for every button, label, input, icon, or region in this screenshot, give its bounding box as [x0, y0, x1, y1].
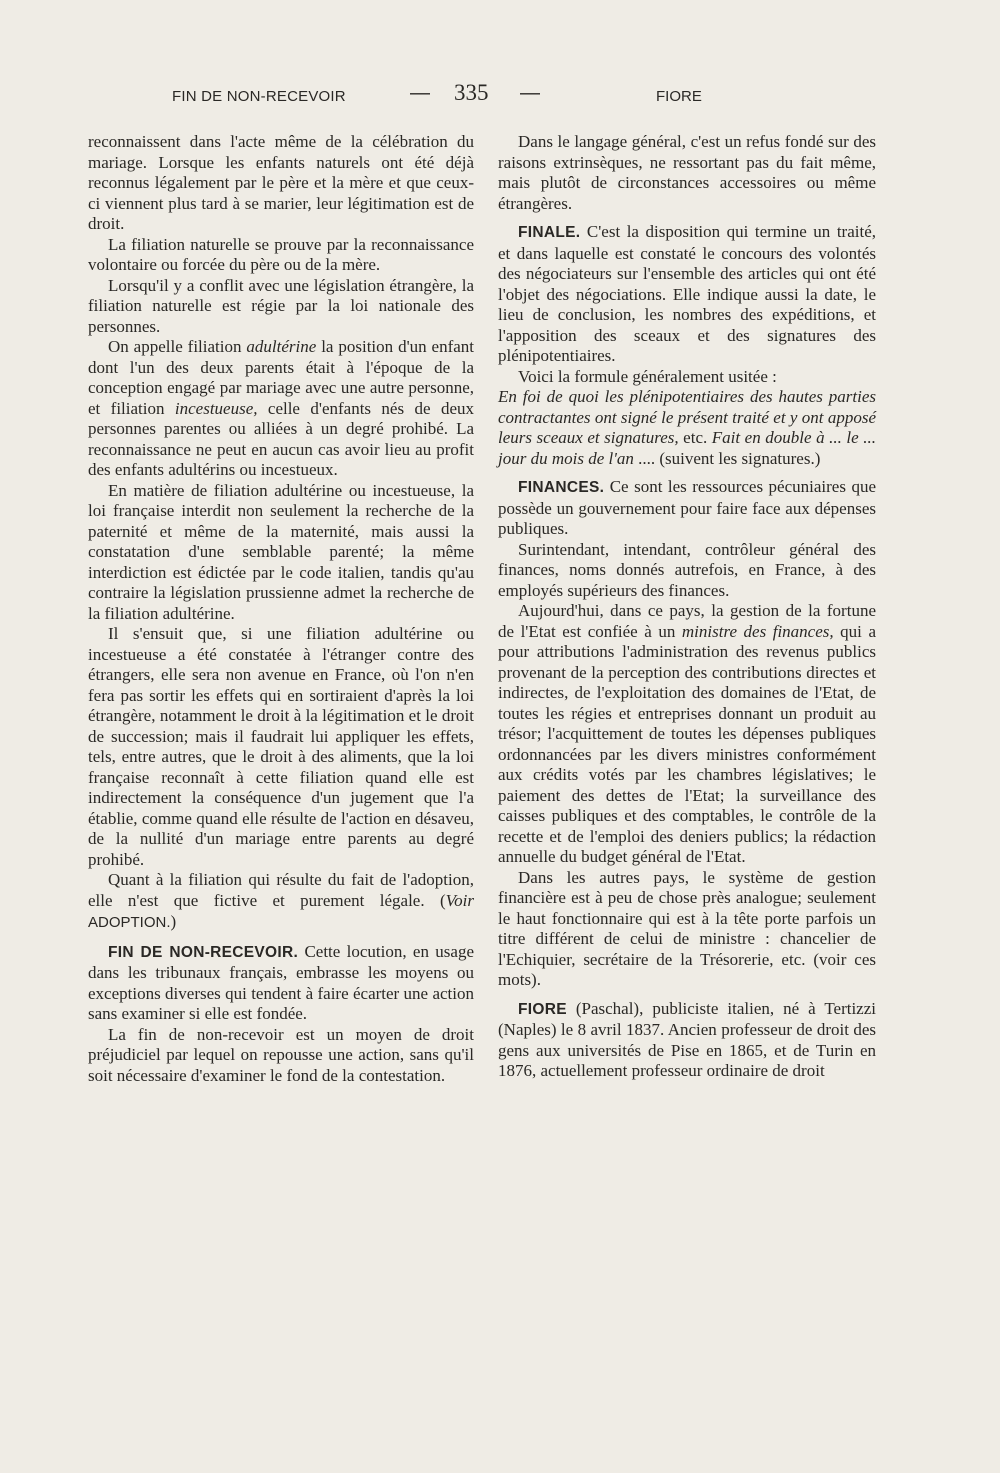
running-header	[172, 78, 712, 108]
paragraph	[88, 337, 474, 481]
entry-text: Ce sont les ressources pécuniaires que possède un gouvernement pour faire face aux dépenses publiques.	[498, 477, 876, 538]
paragraph: reconnaissent dans l'acte même de la célébration du mariage. Lorsque les enfants naturels ont été déjà reconnus légalement par le père et la mère et que ceux-ci viennent plus tard à se marier, leur légitimation est de droit.	[88, 132, 474, 233]
paragraph: Il s'ensuit que, si une filiation adultérine ou incestueuse a été constatée à l'étranger contre des étrangers, elle sera non avenue en France, où l'on n'en fera pas sortir les effets qui en sortiraient d'après la loi étrangère, notamment le droit à la légitimation et le droit de succession; mais il faudrait lui appliquer les effets, tels, entre autres, que le droit à des aliments, que la loi française reconnaît à cette filiation quand elle est indirectement la conséquence d'un jugement que l'a établie, comme quand elle résulte de l'action en désaveu, de la nullité d'un mariage entre parents au degré prohibé.	[88, 624, 474, 869]
text-run: celle d'enfants nés de deux personnes parentes ou alliées à un degré prohibé. La reconnaissance ne peut en aucun cas avoir lieu au profit des enfants adultérins ou incestueux.	[88, 398, 474, 479]
italic-term: incestueuse,	[174, 398, 258, 418]
paragraph: Dans les autres pays, le système de gestion financière est à peu de chose près analogue; seulement le haut fonctionnaire qui est à la tête porte parfois un titre différent de celui de ministre : chancelier de l'Echiquier, secrétaire de la Trésorerie, etc. (voir ces mots).	[498, 867, 876, 989]
text-run: qui a pour attributions l'administration des revenus publics provenant de la perception des contributions directes et indirectes, de l'exploitation des domaines de l'Etat, de toutes les régies et entreprises donnant un produit au trésor; l'acquittement de toutes les dépenses publiques ordonnancées par les divers ministres conformément aux crédits votés par les chambres législatives; le paiement des dettes de l'Etat; la surveillance des caisses publiques et des comptables, le contrôle de la recette et de l'emploi des deniers publics; la rédaction annuelle du budget général de l'Etat.	[498, 621, 876, 866]
text-run: Quant à la filiation qui résulte du fait de l'adoption, elle n'est que fictive et purement légale. (	[88, 870, 474, 910]
text-run: .... (suivent les signatures.)	[633, 448, 821, 468]
paragraph: Dans le langage général, c'est un refus fondé sur des raisons extrinsèques, ne ressortant pas du fait même, mais plutôt de circonstances accessoires ou même étrangères.	[498, 132, 876, 213]
dictionary-entry	[88, 942, 474, 1025]
paragraph: Lorsqu'il y a conflit avec une législation étrangère, la filiation naturelle est régie par la loi nationale des personnes.	[88, 275, 474, 336]
page-number: 335	[454, 80, 489, 105]
formula-paragraph	[498, 387, 876, 469]
dictionary-entry	[498, 999, 876, 1082]
header-dash: —	[520, 82, 540, 104]
entry-headword: FINALE.	[518, 224, 581, 241]
cross-reference: ADOPTION.	[88, 914, 171, 931]
italic-term: ministre des finances,	[681, 621, 834, 641]
right-column	[498, 132, 876, 1082]
left-column	[88, 132, 474, 1086]
italic-formula: En foi de quoi les plénipotentiaires des hautes parties contractantes ont signé le présent traité et y ont apposé leurs sceaux et signatures,	[498, 387, 876, 447]
paragraph	[88, 870, 474, 934]
text-run: Aujourd'hui, dans ce pays, la gestion de la fortune de l'Etat est confiée à un	[498, 601, 876, 641]
paragraph	[498, 601, 876, 868]
paragraph: La filiation naturelle se prouve par la reconnaissance volontaire ou forcée du père ou de la mère.	[88, 234, 474, 274]
entry-text: (Paschal), publiciste italien, né à Tertizzi (Naples) le 8 avril 1837. Ancien professeur de droit des gens aux universités de Pise en 1865, et de Turin en 1876, actuellement professeur ordinaire de droit	[498, 998, 876, 1080]
paragraph: Surintendant, intendant, contrôleur général des finances, noms donnés autrefois, en France, à des employés supérieurs des finances.	[498, 539, 876, 600]
dictionary-entry	[498, 477, 876, 540]
text-run: etc.	[678, 428, 712, 447]
header-right-title: FIORE	[656, 88, 702, 105]
entry-headword: FIORE	[518, 1000, 567, 1018]
paragraph: En matière de filiation adultérine ou incestueuse, la loi française interdit non seulement la recherche de la paternité et même de la maternité, mais aussi la constatation d'une semblable parenté; la même interdiction est édictée par le code italien, tandis qu'au contraire la législation prussienne admet la recherche de la filiation adultérine.	[88, 480, 474, 623]
text-run: )	[170, 912, 177, 931]
italic-term: Voir	[445, 890, 474, 910]
paragraph: La fin de non-recevoir est un moyen de droit préjudiciel par lequel on repousse une action, sans qu'il soit nécessaire d'examiner le fond de la contestation.	[88, 1024, 474, 1085]
header-left-title: FIN DE NON-RECEVOIR	[172, 88, 346, 105]
header-dash: —	[410, 82, 430, 104]
entry-text: C'est la disposition qui termine un traité, et dans laquelle est constaté le concours des volontés des négociateurs sur l'ensemble des articles qui ont été l'objet des négociations. Elle indique aussi la date, le lieu de conclusion, les nombres des expéditions, et l'apposition des sceaux et des signatures des plénipotentiaires.	[498, 222, 876, 365]
entry-headword: FINANCES.	[518, 479, 605, 496]
italic-formula: Fait en double à ... le ... jour du mois de l'an	[498, 428, 876, 468]
italic-term: adultérine	[246, 337, 317, 356]
text-run: On appelle filiation	[108, 337, 247, 356]
text-run: la position d'un enfant dont l'un des deux parents était à l'époque de la conception engagé par mariage avec une autre personne, et filiation	[88, 337, 475, 418]
entry-text: Cette locution, en usage dans les tribunaux français, embrasse les moyens ou exceptions diverses qui tendent à faire écarter une action sans examiner si elle est fondée.	[88, 941, 474, 1023]
paragraph: Voici la formule généralement usitée :	[518, 366, 777, 386]
dictionary-entry	[498, 222, 876, 367]
entry-headword: FIN DE NON-RECEVOIR.	[108, 943, 299, 961]
